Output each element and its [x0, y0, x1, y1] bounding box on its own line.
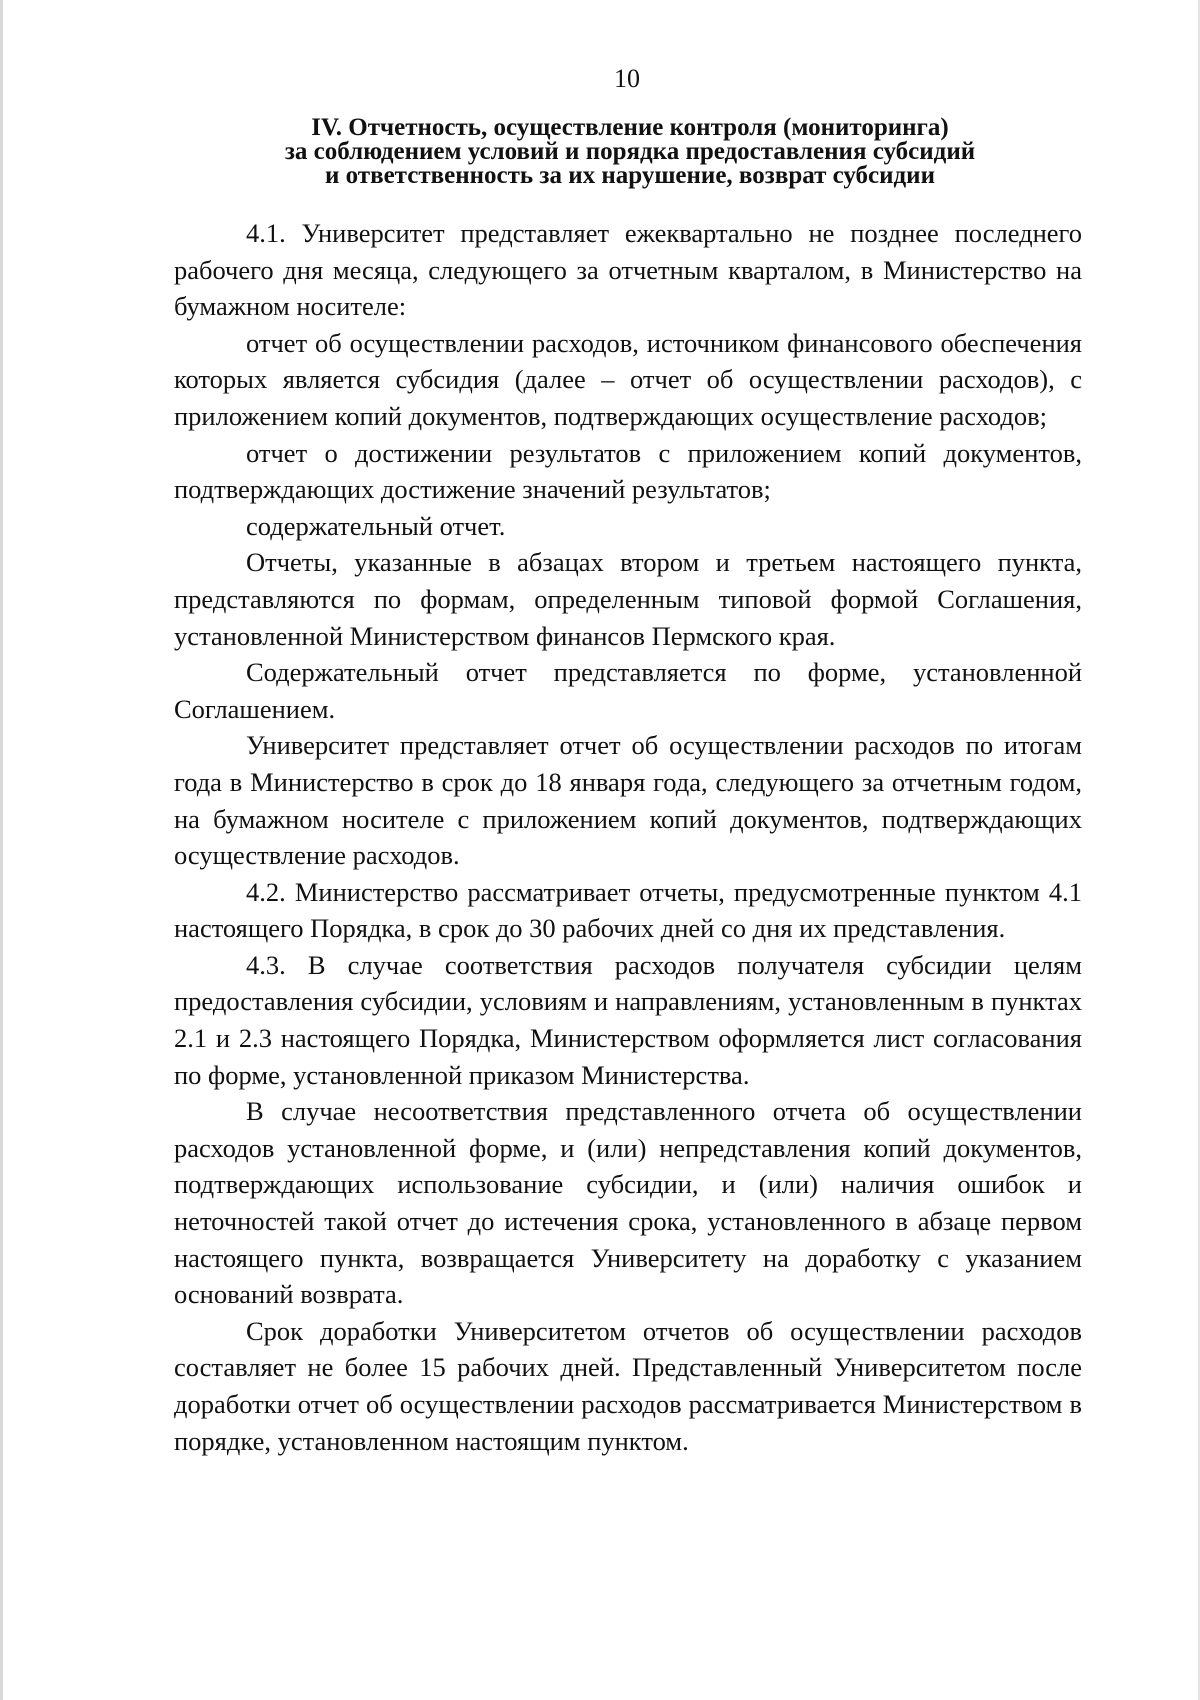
- paragraph-expense-report: отчет об осуществлении расходов, источником финансового обеспечения которых является субсидия (далее – отчет об осуществлении расходов), с приложением копий документов, подтверждающих осуществление расходов;: [174, 327, 1082, 431]
- paragraph-results-report: отчет о достижении результатов с приложением копий документов, подтверждающих достижение значений результатов;: [174, 437, 1082, 505]
- paragraph-content-report: содержательный отчет.: [246, 510, 506, 541]
- paragraph-annual-report: Университет представляет отчет об осуществлении расходов по итогам года в Министерство в срок до 18 января года, следующего за отчетным годом, на бумажном носителе с приложением копий документов, подтверждающих осуществление расходов.: [174, 730, 1082, 871]
- paragraph-revision-term: Срок доработки Университетом отчетов об осуществлении расходов составляет не более 15 рабочих дней. Представленный Университетом после доработки отчет об осуществлении расходов рассматривается Министерством в порядке, установленном настоящим пунктом.: [174, 1315, 1082, 1456]
- document-body: [174, 215, 1082, 1459]
- scan-edge-left: [0, 0, 3, 1700]
- page-number: 10: [614, 64, 640, 93]
- paragraph-4-3: 4.3. В случае соответствия расходов получателя субсидии целям предоставления субсидии, условиям и направлениям, установленным в пунктах 2.1 и 2.3 настоящего Порядка, Министерством оформляется лист согласования по форме, установленной приказом Министерства.: [174, 949, 1082, 1090]
- section-heading: [174, 116, 1086, 188]
- paragraph-report-forms: Отчеты, указанные в абзацах втором и третьем настоящего пункта, представляются по формам, определенным типовой формой Соглашения, установленной Министерством финансов Пермского края.: [174, 547, 1082, 651]
- paragraph-nonconformity: В случае несоответствия представленного отчета об осуществлении расходов установленной форме, и (или) непредставления копий документов, подтверждающих использование субсидии, и (или) наличия ошибок и неточностей такой отчет до истечения срока, установленного в абзаце первом настоящего пункта, возвращается Университету на доработку с указанием оснований возврата.: [174, 1096, 1082, 1310]
- heading-line: IV. Отчетность, осуществление контроля (мониторинга): [311, 114, 949, 141]
- heading-line: и ответственность за их нарушение, возврат субсидии: [324, 162, 935, 189]
- paragraph-4-1: 4.1. Университет представляет ежеквартально не позднее последнего рабочего дня месяца, следующего за отчетным кварталом, в Министерство на бумажном носителе:: [174, 218, 1082, 322]
- paragraph-content-report-form: Содержательный отчет представляется по форме, установленной Соглашением.: [174, 657, 1082, 724]
- paragraph-4-2: 4.2. Министерство рассматривает отчеты, предусмотренные пунктом 4.1 настоящего Порядка, в срок до 30 рабочих дней со дня их представления.: [174, 876, 1082, 944]
- heading-line: за соблюдением условий и порядка предоставления субсидий: [284, 138, 976, 165]
